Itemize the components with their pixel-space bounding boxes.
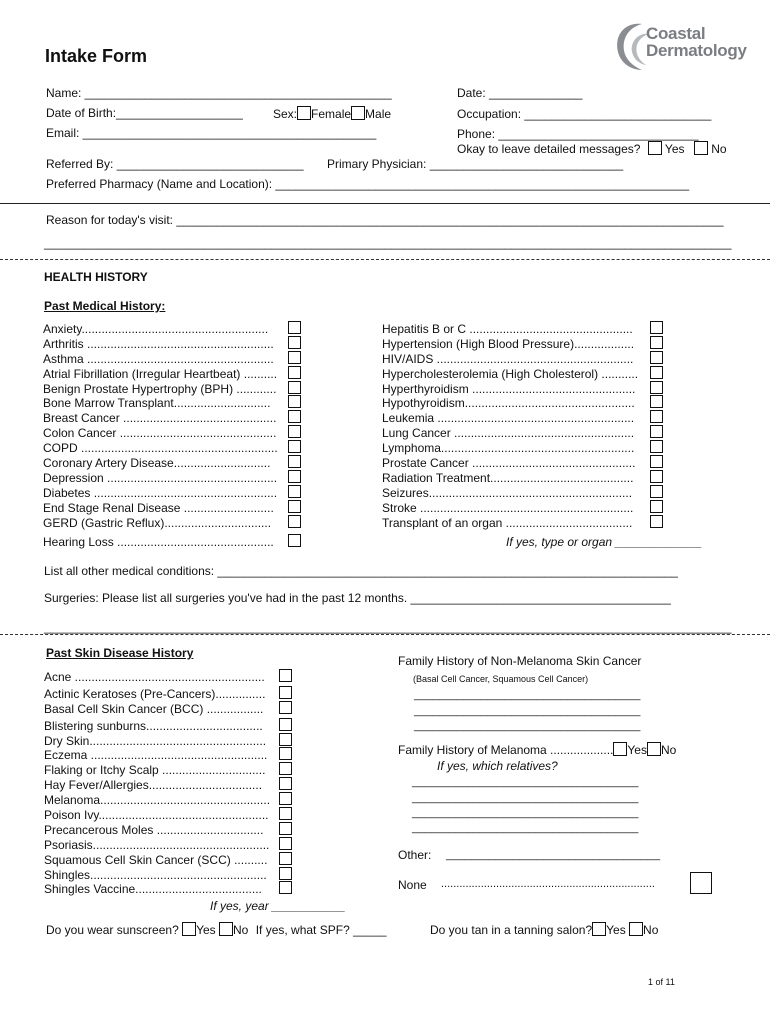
list-item (43, 471, 305, 486)
list-item (44, 882, 294, 897)
condition-checkbox[interactable] (650, 351, 663, 364)
list-item (382, 456, 664, 471)
list-item (43, 426, 305, 441)
list-item (44, 838, 294, 853)
condition-label: Benign Prostate Hypertrophy (BPH) ............ (43, 381, 277, 396)
logo-line-2: Dermatology (646, 41, 747, 60)
occupation-field[interactable]: Occupation: ____________________________ (457, 107, 712, 121)
list-item (44, 687, 294, 702)
condition-label: Actinic Keratoses (Pre-Cancers)............... (44, 686, 266, 701)
condition-checkbox[interactable] (279, 792, 292, 805)
condition-label: Leukemia ........................................................... (382, 411, 635, 426)
section-divider (0, 203, 770, 204)
spf-field[interactable]: If yes, what SPF? _____ (255, 923, 387, 937)
condition-checkbox[interactable] (279, 762, 292, 775)
list-item (43, 456, 305, 471)
phone-field[interactable]: Phone: ______________________________ (457, 127, 699, 141)
list-item (382, 471, 664, 486)
condition-checkbox[interactable] (279, 701, 292, 714)
condition-checkbox[interactable] (650, 395, 663, 408)
melanoma-label: Family History of Melanoma ................... (398, 743, 614, 757)
male-label: Male (365, 107, 392, 121)
melanoma-yes-checkbox[interactable] (613, 742, 627, 756)
list-item (382, 486, 664, 501)
referred-by-field[interactable]: Referred By: ____________________________ (46, 157, 304, 171)
none-label: None (398, 878, 427, 892)
condition-label: Hay Fever/Allergies.................................. (44, 778, 263, 793)
list-item (43, 486, 305, 501)
condition-checkbox[interactable] (288, 321, 301, 334)
sunscreen-row (46, 922, 386, 937)
list-item (382, 396, 664, 411)
condition-label: Asthma ........................................................ (43, 351, 274, 366)
condition-checkbox[interactable] (279, 777, 292, 790)
condition-label: Hearing Loss ............................................... (43, 535, 274, 550)
list-item (44, 808, 294, 823)
past-medical-history-heading: Past Medical History: (44, 299, 166, 313)
nms-line-2[interactable]: _____________________________________ (414, 705, 641, 717)
messages-no-checkbox[interactable] (694, 141, 708, 155)
condition-label: Basal Cell Skin Cancer (BCC) ................. (44, 701, 264, 716)
coastal-dermatology-logo (612, 20, 747, 72)
condition-label: Hepatitis B or C ................................................. (382, 322, 633, 336)
condition-label: COPD ........................................................... (43, 441, 278, 456)
list-item (43, 441, 305, 456)
condition-label: Hyperthyroidism ................................................. (382, 381, 636, 396)
condition-checkbox[interactable] (288, 500, 301, 513)
tanning-yes-checkbox[interactable] (592, 922, 606, 936)
condition-label: Diabetes ....................................................... (43, 485, 278, 500)
condition-checkbox[interactable] (279, 686, 292, 699)
list-item (43, 382, 305, 397)
condition-label: Melanoma................................................... (44, 793, 271, 808)
condition-checkbox[interactable] (650, 500, 663, 513)
condition-checkbox[interactable] (650, 440, 663, 453)
surgeries-line-2[interactable]: _______________________________________________________________________________________________________ (44, 620, 732, 634)
list-item (382, 516, 664, 531)
condition-checkbox[interactable] (288, 336, 301, 349)
condition-label: Lymphoma.......................................................... (382, 441, 635, 456)
relatives-line-3[interactable]: _____________________________________ (412, 807, 639, 819)
condition-checkbox[interactable] (288, 534, 301, 547)
condition-label: Squamous Cell Skin Cancer (SCC) .......... (44, 852, 268, 867)
condition-label: Depression ................................................... (43, 470, 278, 485)
condition-label: Poison Ivy................................................... (44, 808, 269, 823)
sunscreen-no-checkbox[interactable] (219, 922, 233, 936)
other-label: Other: (398, 848, 432, 862)
melanoma-row (398, 742, 676, 757)
condition-label: Radiation Treatment........................................... (382, 470, 634, 485)
list-item (43, 396, 305, 411)
which-relatives-label: If yes, which relatives? (437, 759, 558, 773)
sunscreen-yes-label: Yes (196, 923, 216, 937)
other-line[interactable]: ___________________________________ (446, 849, 661, 861)
condition-label: Arthritis ........................................................ (43, 336, 274, 351)
email-field[interactable]: Email: ____________________________________________ (46, 126, 377, 140)
condition-checkbox[interactable] (279, 807, 292, 820)
relatives-line-4[interactable]: _____________________________________ (412, 822, 639, 834)
condition-checkbox[interactable] (279, 867, 292, 880)
list-item (44, 748, 294, 763)
condition-checkbox[interactable] (650, 485, 663, 498)
tanning-no-label: No (643, 923, 659, 937)
logo-line-1: Coastal (646, 24, 706, 43)
list-item (382, 382, 664, 397)
condition-label: Bone Marrow Transplant............................. (43, 396, 271, 411)
tanning-question: Do you tan in a tanning salon? (430, 923, 593, 937)
condition-label: Psoriasis..................................................... (44, 837, 270, 852)
melanoma-no-checkbox[interactable] (647, 742, 661, 756)
date-field[interactable]: Date: ______________ (457, 86, 583, 100)
list-item (44, 702, 294, 717)
condition-checkbox[interactable] (279, 747, 292, 760)
list-item (44, 793, 294, 808)
section-divider-dashed (0, 259, 770, 260)
condition-label: Stroke ................................................................ (382, 500, 634, 515)
if-yes-organ-field[interactable]: If yes, type or organ _____________ (506, 535, 703, 549)
female-checkbox[interactable] (297, 106, 311, 120)
none-dots: ...................................................................... (441, 878, 655, 890)
condition-checkbox[interactable] (650, 381, 663, 394)
condition-label: Breast Cancer .............................................. (43, 411, 277, 426)
detailed-messages-row (457, 141, 727, 156)
condition-checkbox[interactable] (650, 366, 663, 379)
list-item (382, 441, 664, 456)
female-label: Female (311, 107, 352, 121)
medical-conditions-left (43, 322, 305, 550)
condition-checkbox[interactable] (288, 410, 301, 423)
page-number: 1 of 11 (648, 977, 675, 987)
melanoma-no-label: No (660, 743, 677, 757)
list-item (43, 352, 305, 367)
condition-label: Lung Cancer ...................................................... (382, 426, 635, 441)
relatives-line-2[interactable]: _____________________________________ (412, 792, 639, 804)
condition-label: Anxiety........................................................ (43, 322, 269, 336)
list-item (382, 426, 664, 441)
tanning-no-checkbox[interactable] (629, 922, 643, 936)
condition-label: Blistering sunburns................................... (44, 718, 263, 733)
nms-heading: Family History of Non-Melanoma Skin Cancer (398, 654, 642, 668)
condition-checkbox[interactable] (650, 455, 663, 468)
condition-label: Shingles Vaccine...................................... (44, 882, 262, 897)
condition-label: Dry Skin..................................................... (44, 733, 267, 748)
condition-label: Seizures............................................................. (382, 485, 633, 500)
list-item (43, 501, 305, 516)
list-item (43, 411, 305, 426)
list-item (382, 501, 664, 516)
nms-line-3[interactable]: _____________________________________ (414, 720, 641, 732)
condition-label: Colon Cancer ............................................... (43, 426, 277, 441)
condition-checkbox[interactable] (650, 321, 663, 334)
condition-checkbox[interactable] (650, 410, 663, 423)
list-item (44, 853, 294, 868)
condition-label: End Stage Renal Disease ........................... (43, 500, 274, 515)
condition-label: Hypothyroidism................................................... (382, 396, 635, 411)
condition-checkbox[interactable] (650, 470, 663, 483)
pharmacy-field[interactable]: Preferred Pharmacy (Name and Location): ______________________________________________________________ (46, 177, 690, 191)
condition-checkbox[interactable] (288, 515, 301, 528)
list-item (44, 763, 294, 778)
condition-label: Hypertension (High Blood Pressure).................. (382, 336, 635, 351)
condition-checkbox[interactable] (288, 470, 301, 483)
condition-checkbox[interactable] (288, 425, 301, 438)
list-item (43, 337, 305, 352)
section-divider-dashed (0, 634, 770, 635)
condition-checkbox[interactable] (279, 881, 292, 894)
condition-label: Coronary Artery Disease............................. (43, 456, 271, 471)
medical-conditions-right (382, 322, 664, 530)
list-item (43, 322, 305, 337)
condition-checkbox[interactable] (288, 351, 301, 364)
messages-no-label: No (711, 142, 727, 156)
list-item (44, 670, 294, 685)
melanoma-yes-label: Yes (627, 743, 647, 757)
dob-field[interactable]: Date of Birth:___________________ (46, 106, 243, 120)
tanning-yes-label: Yes (606, 923, 626, 937)
surgeries-field[interactable]: Surgeries: Please list all surgeries you've had in the past 12 months. _______________________________________ (44, 591, 671, 605)
skin-history-heading: Past Skin Disease History (46, 646, 194, 660)
condition-checkbox[interactable] (288, 366, 301, 379)
condition-checkbox[interactable] (650, 515, 663, 528)
messages-yes-label: Yes (664, 142, 685, 156)
messages-yes-checkbox[interactable] (648, 141, 662, 155)
condition-label: Acne ......................................................... (44, 670, 265, 684)
condition-checkbox[interactable] (288, 440, 301, 453)
condition-label: Hypercholesterolemia (High Cholesterol) ........... (382, 366, 639, 381)
list-item (382, 322, 664, 337)
male-checkbox[interactable] (351, 106, 365, 120)
sunscreen-no-label: No (233, 923, 249, 937)
condition-checkbox[interactable] (288, 485, 301, 498)
skin-conditions-list (44, 670, 294, 897)
list-item (44, 734, 294, 749)
sunscreen-yes-checkbox[interactable] (182, 922, 196, 936)
list-item (382, 352, 664, 367)
shingles-year-field[interactable]: If yes, year ___________ (210, 899, 346, 913)
sex-field (273, 106, 391, 121)
condition-checkbox[interactable] (279, 669, 292, 682)
health-history-heading: HEALTH HISTORY (44, 270, 148, 284)
condition-label: Eczema ..................................................... (44, 748, 268, 763)
condition-checkbox[interactable] (279, 852, 292, 865)
condition-label: HIV/AIDS ........................................................... (382, 351, 634, 366)
condition-checkbox[interactable] (288, 455, 301, 468)
list-item (43, 516, 305, 531)
page-title: Intake Form (45, 46, 148, 66)
other-conditions-field[interactable]: List all other medical conditions: _____________________________________________________________________ (44, 564, 678, 578)
reason-field[interactable]: Reason for today's visit: __________________________________________________________________________________ (46, 213, 724, 227)
list-item (44, 868, 294, 883)
condition-checkbox[interactable] (279, 837, 292, 850)
condition-checkbox[interactable] (650, 336, 663, 349)
condition-checkbox[interactable] (279, 718, 292, 731)
messages-question: Okay to leave detailed messages? (457, 142, 641, 156)
condition-checkbox[interactable] (288, 381, 301, 394)
condition-label: Atrial Fibrillation (Irregular Heartbeat) .......... (43, 366, 278, 381)
condition-checkbox[interactable] (279, 822, 292, 835)
list-item (43, 535, 305, 550)
list-item (44, 823, 294, 838)
none-checkbox[interactable] (690, 872, 712, 894)
primary-physician-field[interactable]: Primary Physician: _____________________________ (327, 157, 624, 171)
condition-label: Precancerous Moles ................................ (44, 822, 264, 837)
nms-note: (Basal Cell Cancer, Squamous Cell Cancer) (413, 674, 589, 684)
condition-label: Prostate Cancer ................................................. (382, 456, 636, 471)
condition-checkbox[interactable] (279, 733, 292, 746)
relatives-line-1[interactable]: _____________________________________ (412, 776, 639, 788)
list-item (44, 719, 294, 734)
sex-label: Sex: (273, 107, 298, 121)
reason-line-2[interactable]: _______________________________________________________________________________________________________ (44, 236, 732, 250)
list-item (43, 367, 305, 382)
list-item (382, 367, 664, 382)
list-item (382, 337, 664, 352)
condition-label: GERD (Gastric Reflux)................................ (43, 515, 272, 530)
condition-checkbox[interactable] (288, 395, 301, 408)
tanning-row (430, 922, 658, 937)
sunscreen-question: Do you wear sunscreen? (46, 923, 179, 937)
condition-label: Shingles..................................................... (44, 867, 267, 882)
list-item (382, 411, 664, 426)
condition-label: Transplant of an organ ...................................... (382, 515, 633, 530)
condition-checkbox[interactable] (650, 425, 663, 438)
list-item (44, 778, 294, 793)
name-field[interactable]: Name: ______________________________________________ (46, 86, 392, 100)
nms-line-1[interactable]: _____________________________________ (414, 689, 641, 701)
condition-label: Flaking or Itchy Scalp ............................... (44, 763, 266, 778)
